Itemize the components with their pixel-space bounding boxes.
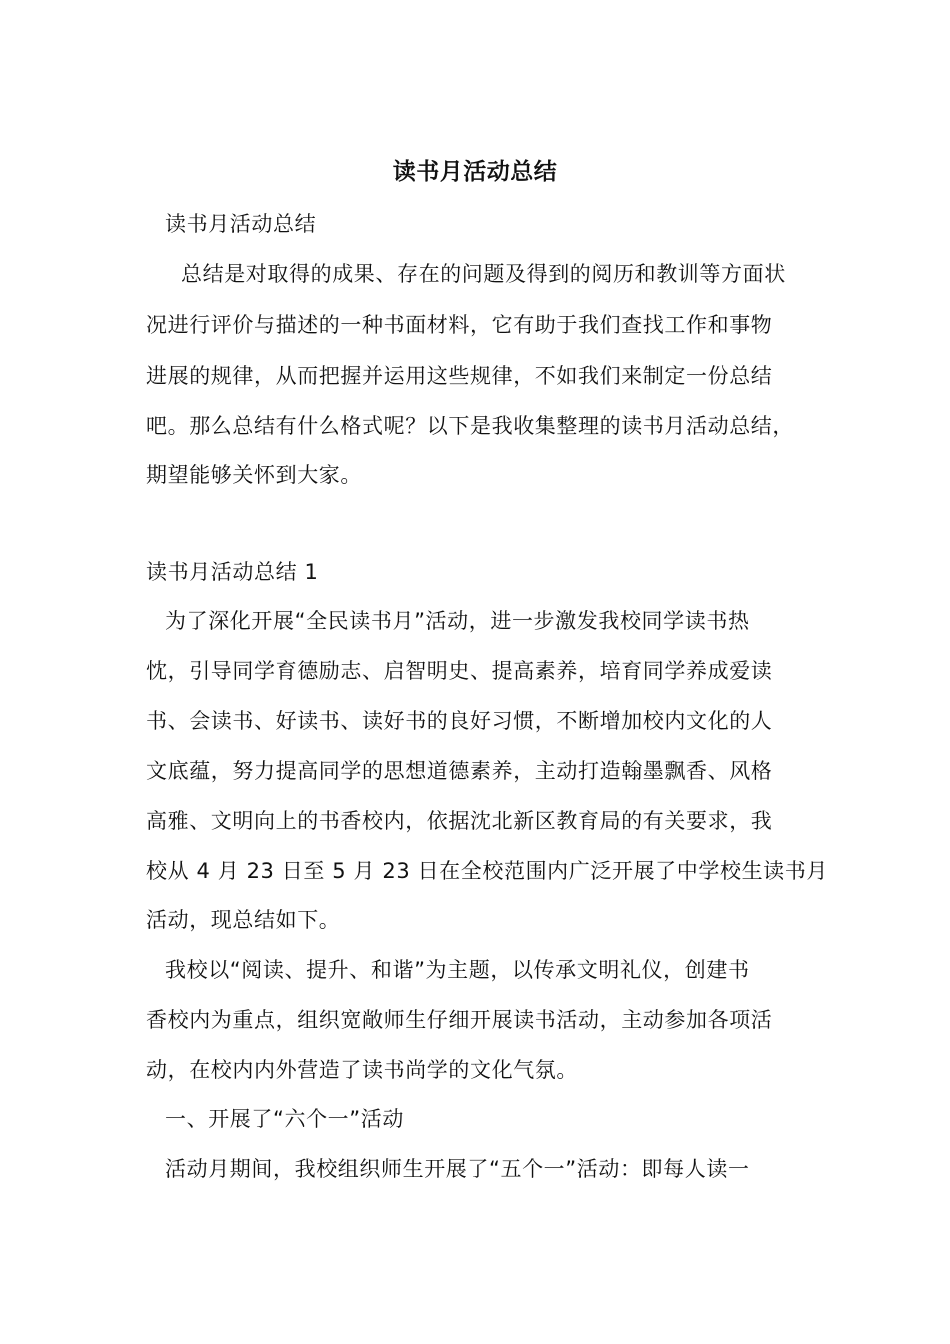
paragraph-line: 书、会读书、好读书、读好书的良好习惯，不断增加校内文化的人: [146, 709, 773, 733]
paragraph-line: 香校内为重点，组织宽敞师生仔细开展读书活动，主动参加各项活: [146, 1008, 773, 1032]
paragraph-line: 吧。那么总结有什么格式呢？以下是我收集整理的读书月活动总结，: [146, 414, 794, 438]
paragraph-line: 动，在校内内外营造了读书尚学的文化气氛。: [146, 1058, 578, 1082]
paragraph-line: 况进行评价与描述的一种书面材料，它有助于我们查找工作和事物: [146, 313, 773, 337]
section-heading: 读书月活动总结 1: [146, 560, 319, 584]
paragraph-line: 进展的规律，从而把握并运用这些规律，不如我们来制定一份总结: [146, 364, 773, 388]
paragraph-line: 高雅、文明向上的书香校内，依据沈北新区教育局的有关要求，我: [146, 809, 773, 833]
paragraph-line: 期望能够关怀到大家。: [146, 463, 362, 487]
section-heading: 一、开展了“六个一”活动: [165, 1107, 404, 1131]
paragraph-line: 文底蕴，努力提高同学的思想道德素养，主动打造翰墨飘香、风格: [146, 759, 773, 783]
document-title: 读书月活动总结: [392, 159, 558, 185]
paragraph-line: 校从 4 月 23 日至 5 月 23 日在全校范围内广泛开展了中学校生读书月: [146, 859, 828, 883]
paragraph-line: 活动月期间，我校组织师生开展了“五个一”活动：即每人读一: [165, 1157, 750, 1181]
paragraph-line: 我校以“阅读、提升、和谐”为主题，以传承文明礼仪，创建书: [165, 958, 750, 982]
paragraph-line: 活动，现总结如下。: [146, 908, 341, 932]
subtitle-line: 读书月活动总结: [165, 212, 317, 236]
paragraph-line: 总结是对取得的成果、存在的问题及得到的阅历和教训等方面状: [181, 262, 786, 286]
paragraph-line: 忱，引导同学育德励志、启智明史、提高素养，培育同学养成爱读: [146, 659, 773, 683]
paragraph-line: 为了深化开展“全民读书月”活动，进一步激发我校同学读书热: [165, 609, 750, 633]
